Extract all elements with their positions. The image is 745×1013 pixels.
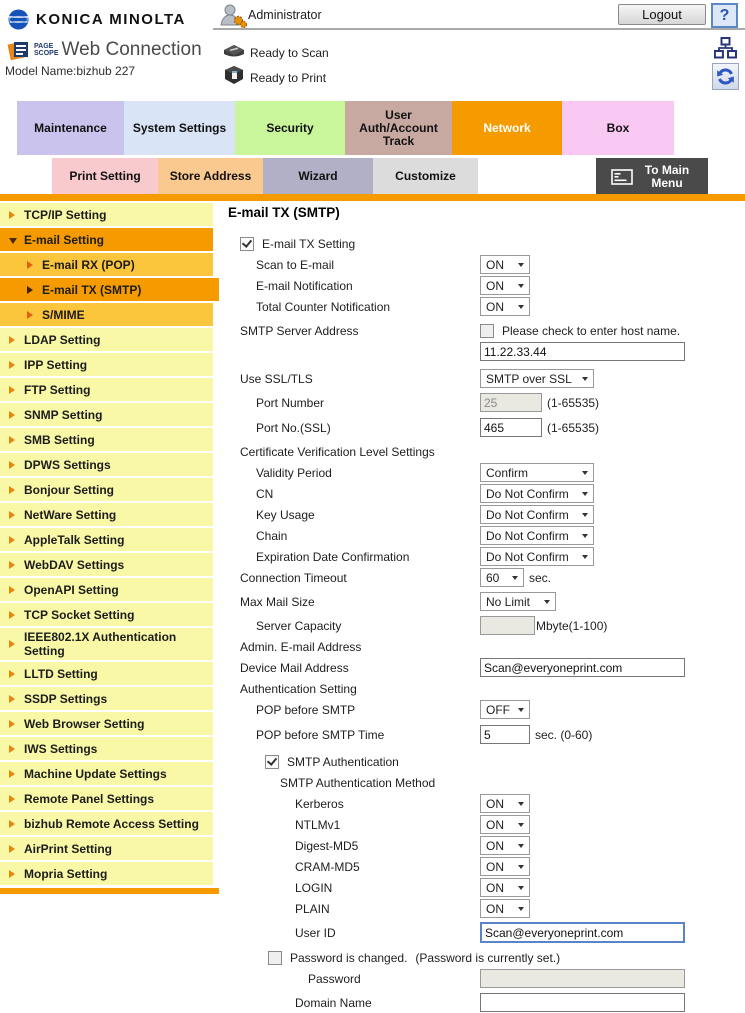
email-notification-select[interactable]: [480, 276, 530, 295]
email-notification-row: [228, 275, 738, 296]
chevron-down-icon: [512, 576, 518, 580]
validity-value: Confirm: [486, 465, 529, 480]
printer-icon: [222, 64, 246, 90]
total-counter-row: [228, 296, 738, 317]
sub-tab-wizard[interactable]: Wizard: [263, 158, 373, 194]
help-button[interactable]: ?: [711, 3, 738, 28]
chevron-right-icon: [9, 511, 15, 519]
chevron-right-icon: [9, 411, 15, 419]
kerberos-select[interactable]: [480, 794, 530, 813]
expiration-label: Expiration Date Confirmation: [256, 549, 410, 564]
chevron-right-icon: [9, 611, 15, 619]
sidebar-item[interactable]: [0, 603, 213, 628]
sidebar-item-label: bizhub Remote Access Setting: [24, 816, 199, 831]
smtp-auth-checkbox[interactable]: [265, 755, 279, 769]
max-mail-label: Max Mail Size: [240, 594, 315, 609]
cram-md5-row: [228, 856, 738, 877]
pagescope-word2: SCOPE: [34, 50, 59, 57]
login-row: [228, 877, 738, 898]
pwd-current-note: (Password is currently set.): [415, 950, 561, 965]
sidebar-item-label: FTP Setting: [24, 382, 91, 397]
sidebar-item-label: E-mail TX (SMTP): [42, 282, 142, 297]
domain-row: [228, 992, 738, 1013]
chevron-down-icon: [518, 305, 524, 309]
smtp-server-input-row: [228, 341, 738, 362]
conn-timeout-unit: sec.: [529, 570, 552, 585]
sidebar-item[interactable]: [0, 737, 213, 762]
login-label: LOGIN: [295, 880, 333, 895]
chevron-down-icon: [582, 513, 588, 517]
scan-to-email-label: Scan to E-mail: [256, 257, 335, 272]
digest-md5-row: [228, 835, 738, 856]
sidebar-item-label: E-mail RX (POP): [42, 257, 135, 272]
sidebar-item[interactable]: [0, 812, 213, 837]
chevron-down-icon: [518, 708, 524, 712]
conn-timeout-value: 60: [486, 570, 500, 585]
chevron-right-icon: [9, 436, 15, 444]
user-id-label: User ID: [295, 925, 336, 940]
chevron-right-icon: [9, 336, 15, 344]
auth-section-row: [228, 678, 738, 699]
brand-title: KONICA MINOLTA: [36, 11, 186, 28]
smtp-auth-label: SMTP Authentication: [287, 754, 399, 769]
accent-bar: [0, 194, 745, 201]
chevron-right-icon: [9, 561, 15, 569]
email-notification-value: ON: [486, 278, 504, 293]
plain-row: [228, 898, 738, 919]
total-counter-value: ON: [486, 299, 504, 314]
to-main-menu-label: To Main Menu: [644, 162, 690, 190]
cn-value: Do Not Confirm: [486, 486, 569, 501]
pop-before-select[interactable]: [480, 700, 530, 719]
product-name: Web Connection: [61, 39, 202, 60]
network-topology-icon[interactable]: [714, 37, 737, 64]
sidebar-item-label: SNMP Setting: [24, 407, 103, 422]
scanner-icon: [222, 41, 246, 64]
pagescope-wordmark: [34, 43, 59, 57]
chevron-down-icon: [582, 471, 588, 475]
sidebar-item-label: Web Browser Setting: [24, 716, 145, 731]
expiration-select[interactable]: [480, 547, 594, 566]
email-tx-setting-checkbox[interactable]: [240, 237, 254, 251]
sidebar-item-label: DPWS Settings: [24, 457, 111, 472]
sidebar-item-label: IWS Settings: [24, 741, 98, 756]
brand: [8, 9, 186, 30]
port-ssl-label: Port No.(SSL): [256, 420, 331, 435]
sub-tab-print-setting[interactable]: Print Setting: [52, 158, 158, 194]
plain-label: PLAIN: [295, 901, 330, 916]
sidebar-item-label: LLTD Setting: [24, 666, 98, 681]
main-tab-security[interactable]: Security: [235, 101, 345, 155]
hostname-note: Please check to enter host name.: [502, 323, 681, 338]
main-tab-bar: [17, 101, 674, 155]
use-ssl-value: SMTP over SSL: [486, 371, 572, 386]
key-usage-row: [228, 504, 738, 525]
sidebar-item-label: WebDAV Settings: [24, 557, 125, 572]
pwd-changed-checkbox[interactable]: [268, 951, 282, 965]
chevron-down-icon: [582, 492, 588, 496]
conn-timeout-label: Connection Timeout: [240, 570, 347, 585]
status-print: Ready to Print: [250, 71, 327, 85]
chevron-right-icon: [9, 486, 15, 494]
port-ssl-input[interactable]: [480, 418, 542, 437]
status-scan: Ready to Scan: [250, 46, 329, 60]
sidebar-item-label: SMB Setting: [24, 432, 95, 447]
sidebar-item[interactable]: [0, 428, 213, 453]
plain-select[interactable]: [480, 899, 530, 918]
ntlmv1-select[interactable]: [480, 815, 530, 834]
cert-section-row: [228, 441, 738, 462]
expiration-value: Do Not Confirm: [486, 549, 569, 564]
chevron-right-icon: [9, 870, 15, 878]
device-mail-input[interactable]: [480, 658, 685, 677]
header-divider: [213, 28, 745, 30]
cram-md5-label: CRAM-MD5: [295, 859, 360, 874]
konica-globe-icon: [8, 9, 29, 30]
chevron-right-icon: [9, 770, 15, 778]
user-id-input[interactable]: [480, 922, 685, 943]
sidebar-item[interactable]: [0, 278, 219, 303]
to-main-menu-button[interactable]: [596, 158, 708, 195]
pop-before-row: [228, 699, 738, 720]
smtp-server-row: [228, 320, 738, 341]
sidebar-item-label: Machine Update Settings: [24, 766, 167, 781]
sidebar-item-label: Mopria Setting: [24, 866, 108, 881]
smtp-auth-method-label: SMTP Authentication Method: [280, 775, 436, 790]
chevron-right-icon: [9, 720, 15, 728]
total-counter-label: Total Counter Notification: [256, 299, 391, 314]
chevron-right-icon: [27, 311, 33, 319]
chevron-right-icon: [9, 845, 15, 853]
chevron-down-icon: [582, 555, 588, 559]
pop-before-time-input[interactable]: [480, 725, 530, 744]
sidebar-item[interactable]: [0, 303, 213, 328]
password-row: [228, 968, 738, 989]
main-tab-network[interactable]: Network: [452, 101, 562, 155]
sub-tab-customize[interactable]: Customize: [373, 158, 478, 194]
sidebar-item[interactable]: [0, 578, 213, 603]
sidebar-item[interactable]: [0, 503, 213, 528]
sidebar-item-label: IPP Setting: [24, 357, 88, 372]
sidebar-item[interactable]: [0, 353, 213, 378]
chain-select[interactable]: [480, 526, 594, 545]
main-tab-maintenance[interactable]: Maintenance: [17, 101, 124, 155]
chain-value: Do Not Confirm: [486, 528, 569, 543]
kerberos-label: Kerberos: [295, 796, 344, 811]
cram-md5-value: ON: [486, 859, 504, 874]
chevron-down-icon: [518, 844, 524, 848]
email-tx-setting-row: [228, 233, 738, 254]
main-tab-user-auth-account-track[interactable]: User Auth/Account Track: [345, 101, 452, 155]
key-usage-label: Key Usage: [256, 507, 315, 522]
page-title: E-mail TX (SMTP): [228, 205, 340, 220]
cn-label: CN: [256, 486, 274, 501]
chevron-down-icon: [544, 600, 550, 604]
sidebar-item[interactable]: [0, 203, 213, 228]
scan-to-email-row: [228, 254, 738, 275]
digest-md5-select[interactable]: [480, 836, 530, 855]
chevron-down-icon: [518, 907, 524, 911]
smtp-auth-row: [228, 751, 738, 772]
port-number-input: [480, 393, 542, 412]
login-select[interactable]: [480, 878, 530, 897]
chevron-down-icon: [518, 886, 524, 890]
sidebar-item-label: SSDP Settings: [24, 691, 108, 706]
chevron-right-icon: [9, 640, 15, 648]
plain-value: ON: [486, 901, 504, 916]
domain-input[interactable]: [480, 993, 685, 1012]
chevron-right-icon: [9, 745, 15, 753]
port-number-range: (1-65535): [547, 395, 600, 410]
user-id-row: [228, 922, 738, 943]
sidebar-item[interactable]: [0, 253, 213, 278]
password-label: Password: [308, 971, 361, 986]
max-mail-value: No Limit: [486, 594, 531, 609]
chevron-down-icon: [518, 823, 524, 827]
scan-to-email-value: ON: [486, 257, 504, 272]
digest-md5-label: Digest-MD5: [295, 838, 359, 853]
ntlmv1-row: [228, 814, 738, 835]
use-ssl-select[interactable]: [480, 369, 594, 388]
ntlmv1-value: ON: [486, 817, 504, 832]
chevron-right-icon: [9, 211, 15, 219]
smtp-auth-method-row: [228, 772, 738, 793]
validity-label: Validity Period: [256, 465, 332, 480]
sidebar-item[interactable]: [0, 712, 213, 737]
email-tx-setting-label: E-mail TX Setting: [262, 236, 356, 251]
server-capacity-label: Server Capacity: [256, 618, 342, 633]
sidebar-item[interactable]: [0, 662, 213, 687]
key-usage-value: Do Not Confirm: [486, 507, 569, 522]
chevron-right-icon: [9, 586, 15, 594]
sidebar-item[interactable]: [0, 628, 213, 662]
port-ssl-range: (1-65535): [547, 420, 600, 435]
sidebar-item-label: TCP/IP Setting: [24, 207, 107, 222]
sidebar-item[interactable]: [0, 762, 213, 787]
pop-before-time-unit: sec. (0-60): [535, 727, 593, 742]
main-tab-box[interactable]: Box: [562, 101, 674, 155]
sidebar-item-label: Remote Panel Settings: [24, 791, 155, 806]
sidebar-item-label: LDAP Setting: [24, 332, 101, 347]
sidebar-item[interactable]: [0, 453, 213, 478]
pagescope-icon: [6, 37, 32, 63]
email-notification-label: E-mail Notification: [256, 278, 353, 293]
sidebar-item-label: NetWare Setting: [24, 507, 117, 522]
chevron-down-icon: [9, 238, 17, 244]
pagescope-word1: PAGE: [34, 43, 54, 50]
port-number-label: Port Number: [256, 395, 325, 410]
main-tab-system-settings[interactable]: System Settings: [124, 101, 235, 155]
cram-md5-select[interactable]: [480, 857, 530, 876]
chevron-right-icon: [9, 795, 15, 803]
key-usage-select[interactable]: [480, 505, 594, 524]
sidebar-item-label: S/MIME: [42, 307, 85, 322]
sidebar-item[interactable]: [0, 403, 213, 428]
server-capacity-input: [480, 616, 535, 635]
sidebar-item-label: E-mail Setting: [24, 232, 105, 247]
max-mail-row: [228, 591, 738, 612]
sidebar-item-label: AppleTalk Setting: [24, 532, 125, 547]
expiration-row: [228, 546, 738, 567]
chain-label: Chain: [256, 528, 288, 543]
sidebar: [0, 203, 220, 894]
pwd-changed-label: Password is changed.: [290, 950, 408, 965]
refresh-button[interactable]: [712, 63, 739, 90]
chevron-down-icon: [582, 534, 588, 538]
chevron-down-icon: [518, 802, 524, 806]
domain-label: Domain Name: [295, 995, 372, 1010]
smtp-server-input[interactable]: [480, 342, 685, 361]
sidebar-item-label: Bonjour Setting: [24, 482, 114, 497]
auth-section-label: Authentication Setting: [240, 681, 357, 696]
sidebar-item[interactable]: [0, 787, 213, 812]
digest-md5-value: ON: [486, 838, 504, 853]
user-name: Administrator: [248, 8, 322, 22]
sidebar-item[interactable]: [0, 553, 213, 578]
chevron-right-icon: [9, 386, 15, 394]
validity-select[interactable]: [480, 463, 594, 482]
total-counter-select[interactable]: [480, 297, 530, 316]
main-content: [228, 205, 738, 1013]
chevron-down-icon: [518, 865, 524, 869]
sidebar-end-bar: [0, 888, 219, 894]
chevron-down-icon: [518, 263, 524, 267]
sub-tab-store-address[interactable]: Store Address: [158, 158, 263, 194]
chevron-right-icon: [9, 695, 15, 703]
sidebar-item[interactable]: [0, 228, 213, 253]
device-mail-label: Device Mail Address: [240, 660, 349, 675]
kerberos-row: [228, 793, 738, 814]
conn-timeout-select[interactable]: [480, 568, 524, 587]
sub-tab-bar: [52, 158, 478, 194]
login-value: ON: [486, 880, 504, 895]
use-ssl-row: [228, 368, 738, 389]
port-number-row: [228, 392, 738, 413]
chevron-down-icon: [582, 377, 588, 381]
server-capacity-row: [228, 615, 738, 636]
use-ssl-label: Use SSL/TLS: [240, 371, 313, 386]
pwd-changed-row: [228, 947, 738, 968]
chevron-right-icon: [9, 820, 15, 828]
product-logo: [6, 37, 202, 63]
sidebar-item-label: IEEE802.1X Authentication Setting: [24, 630, 177, 658]
chevron-down-icon: [518, 284, 524, 288]
validity-row: [228, 462, 738, 483]
sidebar-item-label: AirPrint Setting: [24, 841, 113, 856]
port-ssl-row: [228, 417, 738, 438]
pop-before-time-row: [228, 724, 738, 745]
server-capacity-unit: Mbyte(1-100): [536, 618, 608, 633]
monitor-icon: [611, 169, 633, 185]
pop-before-value: OFF: [486, 702, 510, 717]
sidebar-item[interactable]: [0, 687, 213, 712]
chevron-right-icon: [9, 461, 15, 469]
admin-email-label: Admin. E-mail Address: [240, 639, 362, 654]
chevron-right-icon: [27, 261, 33, 269]
chevron-right-icon: [9, 361, 15, 369]
kerberos-value: ON: [486, 796, 504, 811]
hostname-checkbox[interactable]: [480, 324, 494, 338]
chevron-right-icon: [27, 286, 33, 294]
cn-row: [228, 483, 738, 504]
cert-section-label: Certificate Verification Level Settings: [240, 444, 435, 459]
sidebar-item-label: TCP Socket Setting: [24, 607, 135, 622]
admin-email-row: [228, 636, 738, 657]
refresh-icon: [716, 67, 735, 86]
sidebar-item[interactable]: [0, 862, 213, 887]
ntlmv1-label: NTLMv1: [295, 817, 341, 832]
pop-before-time-label: POP before SMTP Time: [256, 727, 385, 742]
model-name: Model Name:bizhub 227: [5, 64, 136, 78]
smtp-server-label: SMTP Server Address: [240, 323, 359, 338]
chain-row: [228, 525, 738, 546]
device-mail-row: [228, 657, 738, 678]
password-input: [480, 969, 685, 988]
sidebar-item-label: OpenAPI Setting: [24, 582, 119, 597]
scan-to-email-select[interactable]: [480, 255, 530, 274]
chevron-right-icon: [9, 670, 15, 678]
sidebar-item[interactable]: [0, 328, 213, 353]
sidebar-item[interactable]: [0, 378, 213, 403]
cn-select[interactable]: [480, 484, 594, 503]
max-mail-select[interactable]: [480, 592, 556, 611]
conn-timeout-row: [228, 567, 738, 588]
sidebar-item[interactable]: [0, 478, 213, 503]
logout-button[interactable]: Logout: [618, 4, 706, 25]
pop-before-label: POP before SMTP: [256, 702, 356, 717]
sidebar-item[interactable]: [0, 528, 213, 553]
chevron-right-icon: [9, 536, 15, 544]
sidebar-item[interactable]: [0, 837, 213, 862]
